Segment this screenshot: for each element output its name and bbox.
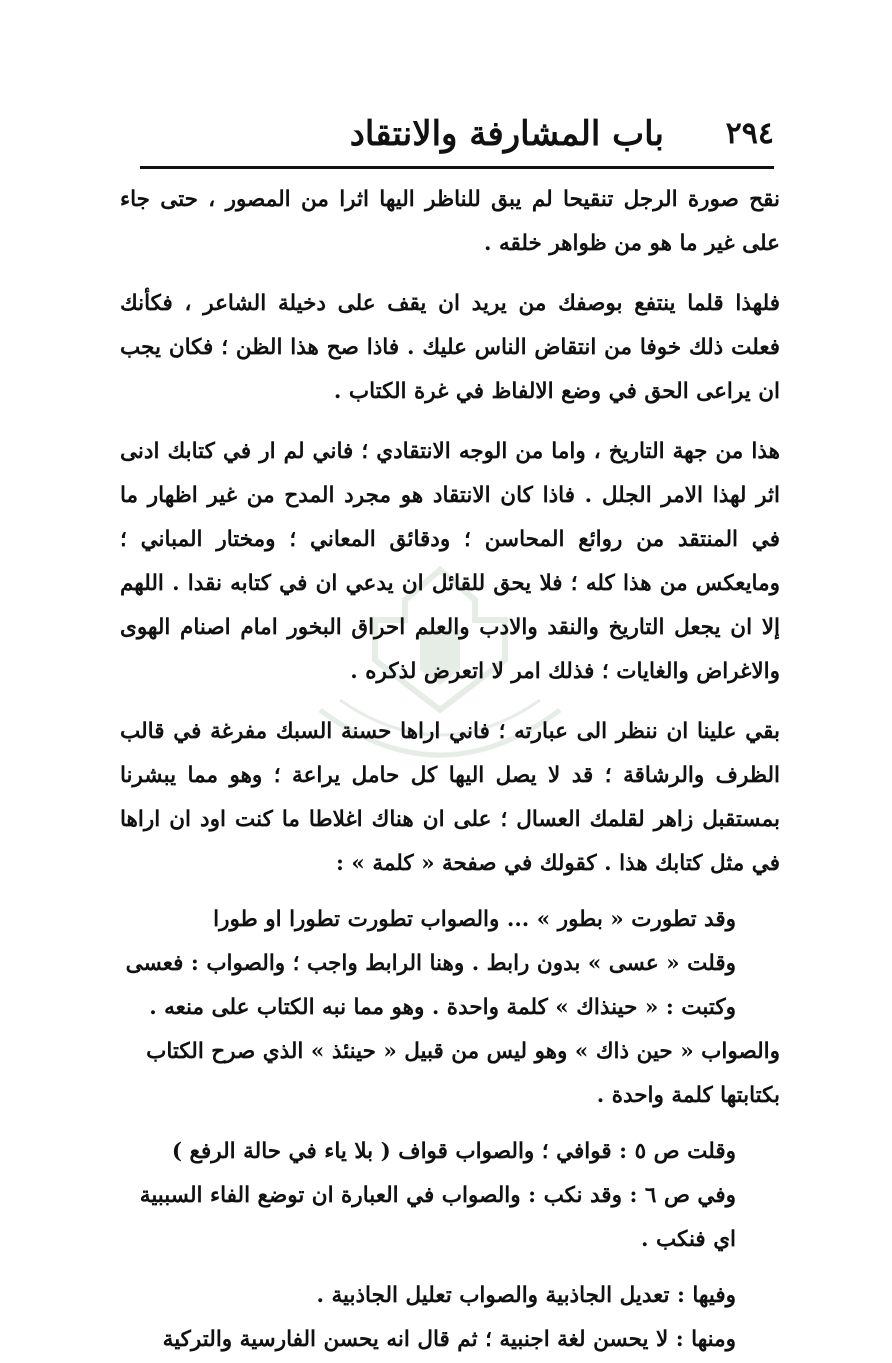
correction-line: وكتبت : « حينذاك » كلمة واحدة . وهو مما نبه الكتاب على منعه . <box>149 995 736 1020</box>
correction-line: والصواب « حين ذاك » وهو ليس من قبيل « حينئذ » الذي صرح الكتاب بكتابتها كلمة واحدة . <box>146 1039 780 1108</box>
correction-line: وفيها : تعديل الجاذبية والصواب تعليل الجاذبية . <box>316 1283 736 1308</box>
correction-line: وفي ص ٦ : وقد نكب : والصواب في العبارة ان توضع الفاء السببية اي فنكب . <box>139 1183 736 1252</box>
correction-line: ومنها : لا يحسن لغة اجنبية ؛ ثم قال انه يحسن الفارسية والتركية <box>162 1327 736 1352</box>
correction-line: وقلت « عسى » بدون رابط . وهنا الرابط واجب ؛ والصواب : فعسى <box>125 951 736 976</box>
page-body <box>120 178 780 1362</box>
paragraph-4: بقي علينا ان ننظر الى عبارته ؛ فاني اراها حسنة السبك مفرغة في قالب الظرف والرشاقة ؛ قد لا يصل اليها كل حامل يراعة ؛ وهو مما يبشرنا بمستقبل زاهر لقلمك العسال ؛ على ان هناك اغلاطا ما كنت اود ان اراها في مثل كتابك هذا . كقولك في صفحة « كلمة » : <box>120 719 780 876</box>
page-number: ٢٩٤ <box>725 116 774 151</box>
corrections-block-a <box>120 898 780 1118</box>
paragraph-1: نقح صورة الرجل تنقيحا لم يبق للناظر اليها اثرا من المصور ، حتى جاء على غير ما هو من ظواهر خلقه . <box>120 187 780 256</box>
page-title: باب المشارفة والانتقاد <box>349 114 664 154</box>
paragraph-3: هذا من جهة التاريخ ، واما من الوجه الانتقادي ؛ فاني لم ار في كتابك ادنى اثر لهذا الامر الجلل . فاذا كان الانتقاد هو مجرد المدح من غير اظهار ما في المنتقد من روائع المحاسن ؛ ودقائق المعاني ؛ ومختار المباني ؛ ومايعكس من هذا كله ؛ فلا يحق للقائل ان يدعي ان في كتابه نقدا . اللهم إلا ان يجعل التاريخ والنقد والادب والعلم احراق البخور امام اصنام الهوى والاغراض والغايات ؛ فذلك امر لا اتعرض لذكره . <box>120 439 780 684</box>
correction-line: وقلت ص ٥ : قوافي ؛ والصواب قواف ( بلا ياء في حالة الرفع ) <box>171 1139 736 1164</box>
correction-line: وقد تطورت « بطور » ... والصواب تطورت تطورا او طورا <box>213 907 736 932</box>
page-header <box>140 108 774 160</box>
corrections-block-b <box>120 1130 780 1262</box>
corrections-block-c <box>120 1274 780 1362</box>
header-rule <box>140 166 774 169</box>
paragraph-2: فلهذا قلما ينتفع بوصفك من يريد ان يقف على دخيلة الشاعر ، فكأنك فعلت ذلك خوفا من انتقاض الناس عليك . فاذا صح هذا الظن ؛ فكان يجب ان يراعى الحق في وضع الالفاظ في غرة الكتاب . <box>120 291 780 404</box>
